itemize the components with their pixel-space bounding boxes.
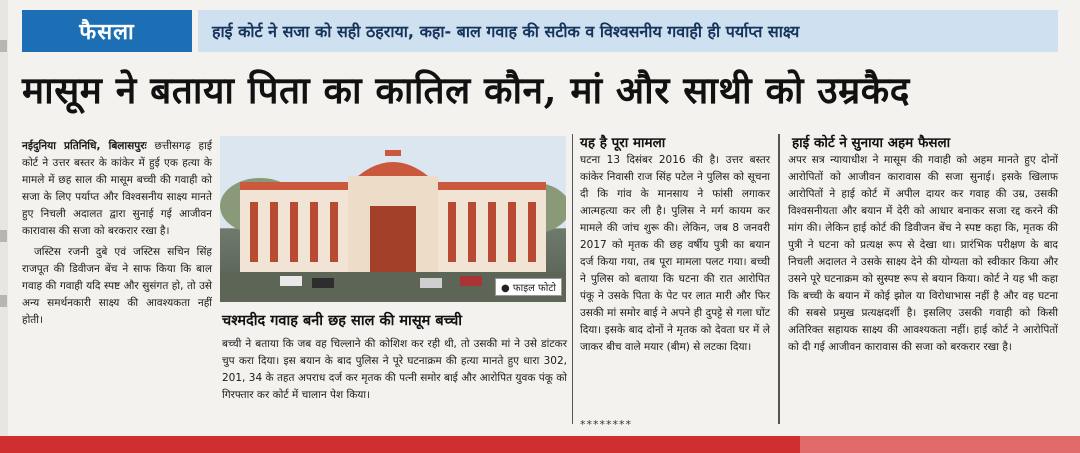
edge-mark (0, 230, 7, 242)
section-tag: फैसला (22, 10, 192, 52)
intro-paragraph (22, 138, 212, 240)
case-heading-block (580, 132, 770, 151)
headline: मासूम ने बताया पिता का कातिल कौन, मां और साथी को उम्रकैद (22, 67, 910, 112)
kicker-line: हाई कोर्ट ने सजा को सही ठहराया, कहा- बाल गवाह की सटीक व विश्वसनीय गवाही ही पर्याप्त साक्ष्य (198, 10, 1058, 52)
verdict-heading: हाई कोर्ट ने सुनाया अहम फैसला (792, 135, 951, 151)
case-body: घटना 13 दिसंबर 2016 की है। उत्तर बस्तर कांकेर निवासी राज सिंह पटेल ने पुलिस को सूचना दी कि गांव के मानसाय ने फांसी लगाकर आत्महत्या कर ली है। पुलिस ने मर्ग कायम कर मामले की जांच शुरू की। लेकिन, जब 8 जनवरी 2017 को मृतक की छह वर्षीय पुत्री का बयान दर्ज किया गया, तब पूरा मामला पलट गया। बच्ची ने पुलिस को बताया कि घटना की रात आरोपित पंकू ने उसके पिता के पेट पर लात मारी और फिर उसकी मां समोर बाई ने अपने ही दुपट्टे से गला घोंट दिया। इसके बाद दोनों ने मृतक को देवता घर में ले जाकर बीच वाले मयार (बीम) से लटका दिया। (580, 154, 770, 353)
edge-mark (0, 40, 7, 52)
column-divider (778, 134, 780, 424)
footer-band-fade (800, 436, 1080, 453)
edge-mark (0, 295, 7, 307)
bench-paragraph: जस्टिस रजनी दुबे एवं जस्टिस सचिन सिंह राजपूत की डिवीजन बेंच ने साफ किया कि बाल गवाह की गवाही यदि स्पष्ट और सुसंगत हो, तो उसे अन्य समर्थनकारी साक्ष्य की आवश्यकता नहीं होती। (22, 246, 212, 326)
witness-heading: चश्मदीद गवाह बनी छह साल की मासूम बच्ची (222, 312, 463, 329)
column-intro (22, 138, 212, 333)
intro-text: छत्तीसगढ़ हाई कोर्ट ने उत्तर बस्तर के कांकेर में हुई एक हत्या के मामले में छह साल की मासूम बच्ची की गवाही को सजा के लिए पर्याप्त और विश्वसनीय साक्ष्य मानते हुए निचली अदालत द्वारा सुनाई गई आजीवन कारावास की सजा को बरकरार रखा है। (22, 140, 212, 237)
column-divider (572, 134, 573, 424)
verdict-body: अपर सत्र न्यायाधीश ने मासूम की गवाही को अहम मानते हुए दोनों आरोपितों को आजीवन कारावास की सजा सुनाई। इसके खिलाफ आरोपितों ने हाई कोर्ट में अपील दायर कर गवाह की उम्र, उसकी विश्वसनीयता और बयान में देरी को आधार बनाकर सजा रद्द करने की मांग की। लेकिन हाई कोर्ट की डिवीजन बेंच ने स्पष्ट कहा कि, मृतक की पुत्री ने घटना को प्रत्यक्ष रूप से देखा था। प्रारंभिक परीक्षण के बाद निचली अदालत ने उसके साक्ष्य देने की योग्यता को स्वीकार किया और उसने पूरे घटनाक्रम को सुस्पष्ट रूप से बयान किया। कोर्ट ने यह भी कहा कि बच्ची के बयान में कोई झोल या विरोधाभास नहीं है और वह घटना की सबसे प्रमुख प्रत्यक्षदर्शी है। इसलिए उसकी गवाही को किसी अतिरिक्त सहायक साक्ष्य की आवश्यकता नहीं। हाई कोर्ट ने आरोपितों को दी गई आजीवन कारावास की सजा को बरकरार रखा है। (788, 154, 1058, 353)
court-building-photo (220, 136, 566, 302)
page-edge (0, 0, 8, 453)
witness-body: बच्ची ने बताया कि जब वह चिल्लाने की कोशिश कर रही थी, तो उसकी मां ने उसे डांटकर चुप करा दिया। इस बयान के बाद पुलिस ने पूरे घटनाक्रम की हत्या मानते हुए धारा 302, 201, 34 के तहत अपराध दर्ज कर मृतक की पत्नी समोर बाई और आरोपित युवक पंकू को गिरफ्तार कर कोर्ट में चालान पेश किया। (222, 338, 567, 401)
end-stars: ******** (580, 418, 632, 431)
footer-red-band (0, 436, 1080, 453)
verdict-heading-block (792, 132, 1062, 151)
case-heading: यह है पूरा मामला (580, 135, 666, 151)
byline: नईदुनिया प्रतिनिधि, बिलासपुरः (22, 140, 147, 152)
photo-caption: ● फाइल फोटो (495, 278, 562, 296)
